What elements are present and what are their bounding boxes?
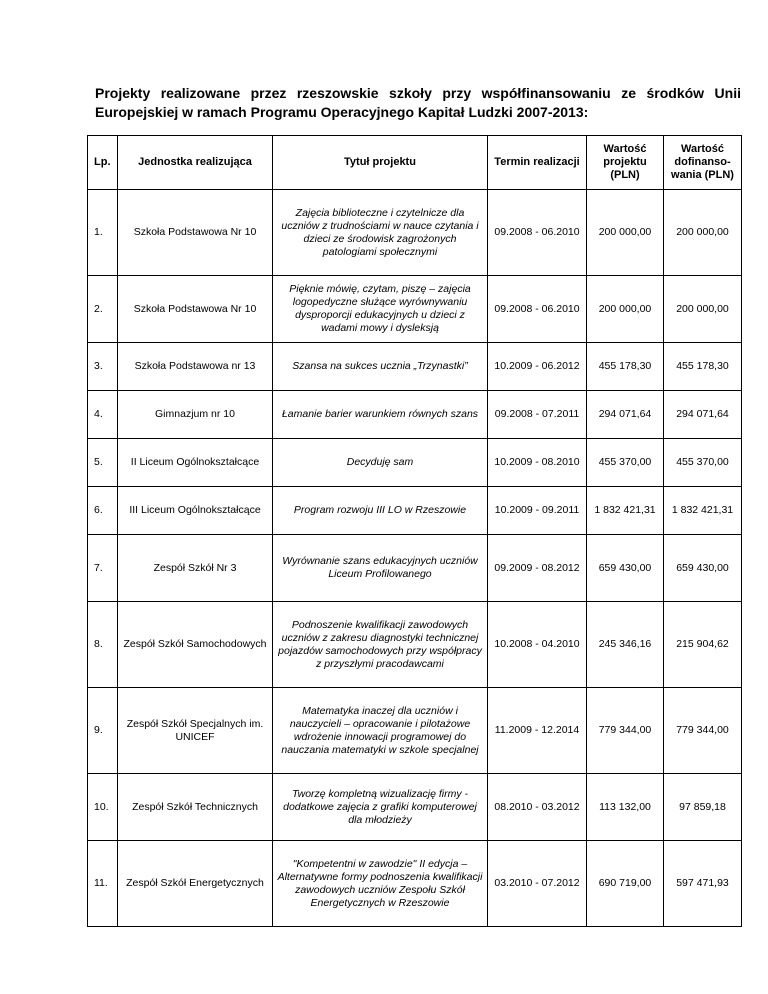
table-row <box>88 391 742 439</box>
cell-cofinance: 659 430,00 <box>664 535 742 602</box>
table-row <box>88 602 742 688</box>
cell-title: Pięknie mówię, czytam, piszę – zajęcia logopedyczne służące wyrównywaniu dysproporcji edukacyjnych u dzieci z wadami mowy i dysleksją <box>273 276 488 343</box>
table-row <box>88 190 742 276</box>
cell-unit: Zespół Szkół Energetycznych <box>118 841 273 927</box>
projects-table <box>87 135 742 927</box>
cell-cofinance: 779 344,00 <box>664 688 742 774</box>
cell-value: 245 346,16 <box>587 602 664 688</box>
cell-title: "Kompetentni w zawodzie" II edycja – Alternatywne formy podnoszenia kwalifikacji zawodowych uczniów Zespołu Szkół Energetycznych w Rzeszowie <box>273 841 488 927</box>
header-cofinance: Wartość dofinanso-wania (PLN) <box>664 136 742 190</box>
cell-lp: 9. <box>88 688 118 774</box>
cell-title: Szansa na sukces ucznia „Trzynastki” <box>273 343 488 391</box>
cell-title: Łamanie barier warunkiem równych szans <box>273 391 488 439</box>
cell-unit: Zespół Szkół Technicznych <box>118 774 273 841</box>
cell-term: 09.2008 - 06.2010 <box>488 190 587 276</box>
cell-lp: 4. <box>88 391 118 439</box>
cell-unit: Szkoła Podstawowa Nr 10 <box>118 276 273 343</box>
cell-term: 11.2009 - 12.2014 <box>488 688 587 774</box>
cell-lp: 7. <box>88 535 118 602</box>
cell-title: Tworzę kompletną wizualizację firmy - dodatkowe zajęcia z grafiki komputerowej dla młodzieży <box>273 774 488 841</box>
cell-lp: 6. <box>88 487 118 535</box>
cell-cofinance: 455 370,00 <box>664 439 742 487</box>
cell-unit: Szkoła Podstawowa Nr 10 <box>118 190 273 276</box>
cell-term: 10.2009 - 06.2012 <box>488 343 587 391</box>
cell-lp: 3. <box>88 343 118 391</box>
cell-value: 779 344,00 <box>587 688 664 774</box>
cell-value: 1 832 421,31 <box>587 487 664 535</box>
cell-lp: 2. <box>88 276 118 343</box>
table-header-row <box>88 136 742 190</box>
cell-value: 113 132,00 <box>587 774 664 841</box>
cell-term: 09.2008 - 06.2010 <box>488 276 587 343</box>
cell-title: Decyduję sam <box>273 439 488 487</box>
table-row <box>88 276 742 343</box>
cell-term: 10.2009 - 08.2010 <box>488 439 587 487</box>
cell-term: 10.2009 - 09.2011 <box>488 487 587 535</box>
cell-cofinance: 200 000,00 <box>664 190 742 276</box>
table-row <box>88 439 742 487</box>
cell-cofinance: 294 071,64 <box>664 391 742 439</box>
cell-value: 455 370,00 <box>587 439 664 487</box>
cell-value: 294 071,64 <box>587 391 664 439</box>
cell-lp: 11. <box>88 841 118 927</box>
table-row <box>88 841 742 927</box>
cell-value: 455 178,30 <box>587 343 664 391</box>
table-row <box>88 487 742 535</box>
cell-cofinance: 455 178,30 <box>664 343 742 391</box>
cell-title: Matematyka inaczej dla uczniów i nauczycieli – opracowanie i pilotażowe wdrożenie innowacji programowej do nauczania matematyki w szkole specjalnej <box>273 688 488 774</box>
cell-unit: Zespół Szkół Nr 3 <box>118 535 273 602</box>
cell-lp: 8. <box>88 602 118 688</box>
cell-term: 08.2010 - 03.2012 <box>488 774 587 841</box>
cell-cofinance: 200 000,00 <box>664 276 742 343</box>
header-unit: Jednostka realizująca <box>118 136 273 190</box>
cell-title: Program rozwoju III LO w Rzeszowie <box>273 487 488 535</box>
header-title: Tytuł projektu <box>273 136 488 190</box>
cell-title: Wyrównanie szans edukacyjnych uczniów Liceum Profilowanego <box>273 535 488 602</box>
cell-unit: Zespół Szkół Samochodowych <box>118 602 273 688</box>
cell-value: 659 430,00 <box>587 535 664 602</box>
cell-cofinance: 597 471,93 <box>664 841 742 927</box>
cell-lp: 10. <box>88 774 118 841</box>
table-row <box>88 774 742 841</box>
table-row <box>88 343 742 391</box>
cell-title: Zajęcia biblioteczne i czytelnicze dla uczniów z trudnościami w nauce czytania i dzieci ze środowisk zagrożonych patologiami społecznymi <box>273 190 488 276</box>
cell-cofinance: 1 832 421,31 <box>664 487 742 535</box>
cell-unit: Szkoła Podstawowa nr 13 <box>118 343 273 391</box>
header-term: Termin realizacji <box>488 136 587 190</box>
cell-term: 03.2010 - 07.2012 <box>488 841 587 927</box>
cell-unit: III Liceum Ogólnokształcące <box>118 487 273 535</box>
cell-lp: 1. <box>88 190 118 276</box>
cell-value: 200 000,00 <box>587 190 664 276</box>
cell-cofinance: 215 904,62 <box>664 602 742 688</box>
cell-value: 690 719,00 <box>587 841 664 927</box>
cell-unit: Gimnazjum nr 10 <box>118 391 273 439</box>
table-row <box>88 535 742 602</box>
table-row <box>88 688 742 774</box>
cell-unit: Zespół Szkół Specjalnych im. UNICEF <box>118 688 273 774</box>
cell-cofinance: 97 859,18 <box>664 774 742 841</box>
document-heading: Projekty realizowane przez rzeszowskie szkoły przy współfinansowaniu ze środków Unii Europejskiej w ramach Programu Operacyjnego Kapitał Ludzki 2007-2013: <box>95 85 741 120</box>
cell-lp: 5. <box>88 439 118 487</box>
cell-unit: II Liceum Ogólnokształcące <box>118 439 273 487</box>
cell-term: 09.2008 - 07.2011 <box>488 391 587 439</box>
cell-title: Podnoszenie kwalifikacji zawodowych uczniów z zakresu diagnostyki technicznej pojazdów samochodowych przy współpracy z przyszłymi pracodawcami <box>273 602 488 688</box>
cell-term: 09.2009 - 08.2012 <box>488 535 587 602</box>
cell-term: 10.2008 - 04.2010 <box>488 602 587 688</box>
header-value: Wartość projektu (PLN) <box>587 136 664 190</box>
header-lp: Lp. <box>88 136 118 190</box>
cell-value: 200 000,00 <box>587 276 664 343</box>
